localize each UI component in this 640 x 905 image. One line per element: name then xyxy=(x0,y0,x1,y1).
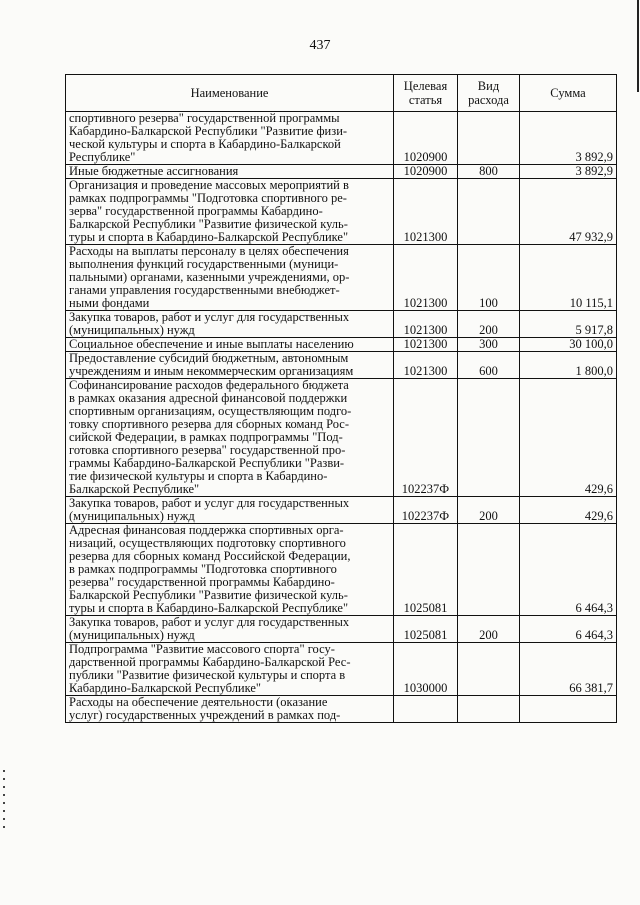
row-name-cell xyxy=(66,179,394,245)
table-row xyxy=(66,497,617,524)
budget-table xyxy=(65,74,617,723)
row-name-line: низаций, осуществляющих подготовку спортивного xyxy=(69,536,346,550)
table-row xyxy=(66,643,617,696)
row-name-line: Кабардино-Балкарской Республике" xyxy=(69,681,262,695)
row-name-line: дарственной программы Кабардино-Балкарской Рес- xyxy=(69,655,351,669)
row-name-line: учреждениям и иным некоммерческим организациям xyxy=(69,364,354,378)
row-target-article-cell: 102237Ф xyxy=(394,379,458,497)
row-name-line: Подпрограмма "Развитие массового спорта" госу- xyxy=(69,642,335,656)
row-name-line: туры и спорта в Кабардино-Балкарской Республике" xyxy=(69,230,349,244)
row-amount-cell: 6 464,3 xyxy=(520,616,617,643)
row-expense-kind-cell xyxy=(458,524,520,616)
row-name-line: товку спортивного резерва для сборных команд Рос- xyxy=(69,417,349,431)
row-target-article-cell: 1021300 xyxy=(394,338,458,352)
row-name-cell xyxy=(66,112,394,165)
row-name-line: (муниципальных) нужд xyxy=(69,628,195,642)
row-name-line: Республике" xyxy=(69,150,136,164)
row-target-article-cell: 1021300 xyxy=(394,179,458,245)
row-name-cell xyxy=(66,352,394,379)
row-amount-cell: 429,6 xyxy=(520,379,617,497)
row-name-line: Закупка товаров, работ и услуг для государственных xyxy=(69,310,350,324)
row-name-line: Балкарской Республики "Развитие физической куль- xyxy=(69,588,348,602)
header-name: Наименование xyxy=(66,75,394,112)
row-name-line: выполнения функций государственными (муници- xyxy=(69,257,339,271)
row-target-article-cell: 1021300 xyxy=(394,352,458,379)
row-amount-cell: 47 932,9 xyxy=(520,179,617,245)
table-row xyxy=(66,112,617,165)
row-target-article-cell: 1030000 xyxy=(394,643,458,696)
row-name-line: услуг) государственных учреждений в рамках под- xyxy=(69,708,341,722)
row-amount-cell: 66 381,7 xyxy=(520,643,617,696)
row-name-cell xyxy=(66,696,394,723)
table-row xyxy=(66,338,617,352)
table-header-row xyxy=(66,75,617,112)
table-row xyxy=(66,524,617,616)
row-name-line: (муниципальных) нужд xyxy=(69,509,195,523)
row-name-line: Предоставление субсидий бюджетным, автономным xyxy=(69,351,349,365)
header-amount: Сумма xyxy=(520,75,617,112)
row-name-line: Закупка товаров, работ и услуг для государственных xyxy=(69,615,350,629)
row-name-line: пальными) органами, казенными учреждениями, ор- xyxy=(69,270,350,284)
row-name-cell xyxy=(66,643,394,696)
table-row xyxy=(66,311,617,338)
row-name-line: в рамках оказания адресной финансовой поддержки xyxy=(69,391,348,405)
row-name-line: спортивного резерва" государственной программы xyxy=(69,111,340,125)
row-name-line: ческой культуры и спорта в Кабардино-Балкарской xyxy=(69,137,341,151)
row-name-line: спортивным организациям, осуществляющим подго- xyxy=(69,404,352,418)
row-expense-kind-cell xyxy=(458,643,520,696)
row-name-cell xyxy=(66,338,394,352)
row-name-line: в рамках подпрограммы "Подготовка спортивного xyxy=(69,562,337,576)
page-number: 437 xyxy=(309,38,331,53)
row-expense-kind-cell xyxy=(458,696,520,723)
row-name-line: Адресная финансовая поддержка спортивных орга- xyxy=(69,523,344,537)
row-amount-cell: 3 892,9 xyxy=(520,112,617,165)
row-target-article-cell: 102237Ф xyxy=(394,497,458,524)
row-name-line: сийской Федерации, в рамках подпрограммы "Под- xyxy=(69,430,343,444)
row-name-line: (муниципальных) нужд xyxy=(69,323,195,337)
row-target-article-cell: 1020900 xyxy=(394,165,458,179)
row-name-line: резерва" государственной программы Кабардино- xyxy=(69,575,335,589)
row-name-line: рамках подпрограммы "Подготовка спортивного ре- xyxy=(69,191,347,205)
row-name-line: публики "Развитие физической культуры и спорта в xyxy=(69,668,346,682)
row-name-line: резерва для сборных команд Российской Федерации, xyxy=(69,549,351,563)
row-name-line: зерва" государственной программы Кабардино- xyxy=(69,204,323,218)
row-name-line: Расходы на выплаты персоналу в целях обеспечения xyxy=(69,244,349,258)
row-name-line: Социальное обеспечение и иные выплаты населению xyxy=(69,337,354,351)
row-expense-kind-cell: 200 xyxy=(458,497,520,524)
row-amount-cell xyxy=(520,696,617,723)
row-name-cell xyxy=(66,379,394,497)
table-row xyxy=(66,179,617,245)
table-row xyxy=(66,165,617,179)
row-amount-cell: 10 115,1 xyxy=(520,245,617,311)
row-name-line: Софинансирование расходов федерального бюджета xyxy=(69,378,349,392)
row-name-cell xyxy=(66,616,394,643)
row-name-line: ными фондами xyxy=(69,296,150,310)
row-name-line: Кабардино-Балкарской Республики "Развитие физи- xyxy=(69,124,348,138)
table-row xyxy=(66,616,617,643)
row-name-cell xyxy=(66,497,394,524)
table-row xyxy=(66,245,617,311)
table-row xyxy=(66,379,617,497)
row-amount-cell: 5 917,8 xyxy=(520,311,617,338)
row-expense-kind-cell xyxy=(458,379,520,497)
row-name-cell xyxy=(66,165,394,179)
row-name-line: Иные бюджетные ассигнования xyxy=(69,164,239,178)
row-name-line: граммы Кабардино-Балкарской Республики "Разви- xyxy=(69,456,345,470)
row-amount-cell: 3 892,9 xyxy=(520,165,617,179)
row-name-line: Организация и проведение массовых мероприятий в xyxy=(69,178,349,192)
row-name-line: готовка спортивного резерва" государственной про- xyxy=(69,443,346,457)
row-name-line: Балкарской Республике" xyxy=(69,482,200,496)
header-target-article: Целевая статья xyxy=(394,75,458,112)
table-row xyxy=(66,352,617,379)
row-expense-kind-cell: 800 xyxy=(458,165,520,179)
row-name-line: Расходы на обеспечение деятельности (оказание xyxy=(69,695,328,709)
row-target-article-cell: 1020900 xyxy=(394,112,458,165)
row-name-line: ганами управления государственными внебюджет- xyxy=(69,283,340,297)
table-body xyxy=(66,112,617,723)
row-name-cell xyxy=(66,311,394,338)
margin-marks xyxy=(3,770,5,830)
row-name-line: Закупка товаров, работ и услуг для государственных xyxy=(69,496,350,510)
row-target-article-cell: 1025081 xyxy=(394,524,458,616)
row-amount-cell: 429,6 xyxy=(520,497,617,524)
row-name-line: тие физической культуры и спорта в Кабардино- xyxy=(69,469,328,483)
row-amount-cell: 30 100,0 xyxy=(520,338,617,352)
header-expense-kind: Вид расхода xyxy=(458,75,520,112)
row-expense-kind-cell: 300 xyxy=(458,338,520,352)
row-expense-kind-cell xyxy=(458,112,520,165)
row-expense-kind-cell: 100 xyxy=(458,245,520,311)
row-name-line: Балкарской Республики "Развитие физической куль- xyxy=(69,217,348,231)
row-name-cell xyxy=(66,245,394,311)
row-expense-kind-cell xyxy=(458,179,520,245)
row-target-article-cell: 1021300 xyxy=(394,245,458,311)
row-target-article-cell xyxy=(394,696,458,723)
row-expense-kind-cell: 600 xyxy=(458,352,520,379)
row-expense-kind-cell: 200 xyxy=(458,311,520,338)
row-amount-cell: 1 800,0 xyxy=(520,352,617,379)
row-name-line: туры и спорта в Кабардино-Балкарской Республике" xyxy=(69,601,349,615)
row-name-cell xyxy=(66,524,394,616)
row-target-article-cell: 1025081 xyxy=(394,616,458,643)
row-target-article-cell: 1021300 xyxy=(394,311,458,338)
row-amount-cell: 6 464,3 xyxy=(520,524,617,616)
row-expense-kind-cell: 200 xyxy=(458,616,520,643)
table-row xyxy=(66,696,617,723)
